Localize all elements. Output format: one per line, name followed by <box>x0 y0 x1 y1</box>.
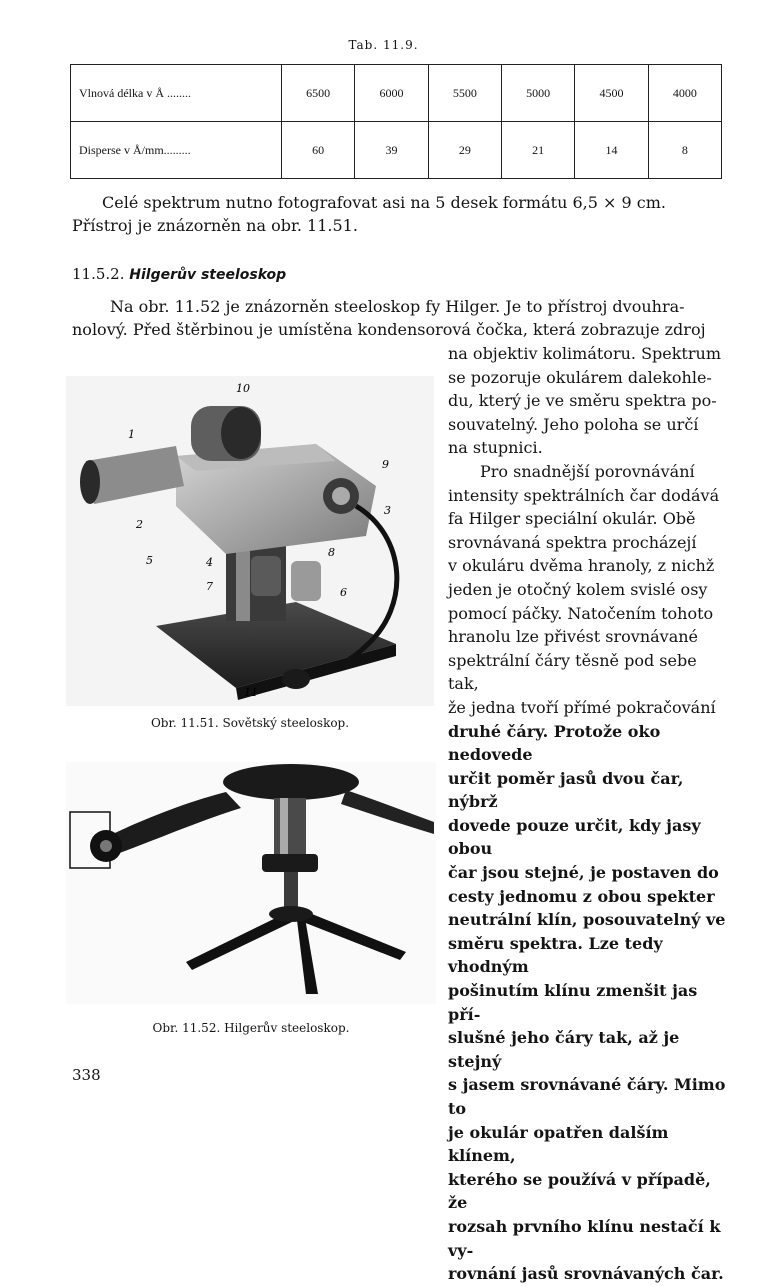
text-line: čar jsou stejné, je postaven do <box>448 863 719 883</box>
figure-label: 5 <box>146 554 153 567</box>
figure-label: 4 <box>206 556 213 569</box>
table-cell: 4500 <box>575 65 648 122</box>
text-line: cesty jednomu z obou spekter <box>448 886 715 906</box>
text-line: určit poměr jasů dvou čar, nýbrž <box>448 768 684 812</box>
text-line: jeden je otočný kolem svislé osy <box>448 579 708 599</box>
text-line: srovnávaná spektra procházejí <box>448 532 697 552</box>
section-heading <box>72 265 286 283</box>
table-cell: 29 <box>428 122 501 179</box>
dispersion-table <box>70 64 722 179</box>
text-line: v okuláru dvěma hranoly, z nichž <box>448 556 715 576</box>
hilger-photo <box>66 762 436 1004</box>
steeloscope-photo <box>66 376 434 706</box>
text-line: rovnání jasů srovnávaných čar. <box>448 1264 724 1284</box>
text-line: pošinutím klínu zmenšit jas pří- <box>448 981 698 1024</box>
text-line: na stupnici. <box>448 438 543 458</box>
table-cell: 8 <box>648 122 721 179</box>
text-line: kterého se používá v případě, že <box>448 1169 711 1213</box>
text-line: že jedna tvoří přímé pokračování <box>448 697 716 717</box>
text-line: dovede pouze určit, kdy jasy obou <box>448 815 701 859</box>
text-line: fa Hilger speciální okulár. Obě <box>448 509 696 529</box>
text-line: druhé čáry. Protože oko nedovede <box>448 721 661 765</box>
figure-label: 7 <box>206 580 213 593</box>
text-line: slušné jeho čáry tak, až je stejný <box>448 1028 680 1071</box>
table-cell: 14 <box>575 122 648 179</box>
text-line: spektrální čáry těsně pod sebe tak, <box>448 650 697 694</box>
text-line: intensity spektrálních čar dodává <box>448 485 720 505</box>
text-line: na objektiv kolimátoru. Spektrum <box>448 344 721 363</box>
figure-label: 6 <box>340 586 347 599</box>
figure-2-caption: Obr. 11.52. Hilgerův steeloskop. <box>152 1021 350 1035</box>
text-line: pomocí páčky. Natočením tohoto <box>448 603 714 623</box>
table-cell: 6500 <box>282 65 355 122</box>
table-row-label: Vlnová délka v Å ........ <box>71 65 282 122</box>
table-caption: Tab. 11.9. <box>348 38 419 52</box>
figure-label: 11 <box>244 686 258 699</box>
table-cell: 5500 <box>428 65 501 122</box>
body-line-2: nolový. Před štěrbinou je umístěna kondensorová čočka, která zobrazuje zdroj <box>72 320 706 339</box>
text-line: hranolu lze přivést srovnávané <box>448 627 699 647</box>
table-row <box>71 65 722 122</box>
table-cell: 4000 <box>648 65 721 122</box>
text-line: s jasem srovnávané čáry. Mimo to <box>448 1075 726 1118</box>
intro-line-2: Přístroj je znázorněn na obr. 11.51. <box>72 216 358 235</box>
table-row <box>71 122 722 179</box>
text-line: souvatelný. Jeho poloha se určí <box>448 414 699 434</box>
figure-label: 2 <box>136 518 143 531</box>
figure-label: 1 <box>128 428 135 441</box>
table-cell: 39 <box>355 122 428 179</box>
text-line: se pozoruje okulárem dalekohle- <box>448 367 712 387</box>
figure-label: 8 <box>328 546 335 559</box>
table-cell: 5000 <box>501 65 574 122</box>
intro-line-1: Celé spektrum nutno fotografovat asi na 5 desek formátu 6,5 × 9 cm. <box>102 193 666 212</box>
section-title: Hilgerův steeloskop <box>129 267 287 283</box>
text-line: du, který je ve směru spektra po- <box>448 391 717 411</box>
figure-1-caption: Obr. 11.51. Sovětský steeloskop. <box>150 716 350 730</box>
section-number: 11.5.2. <box>72 265 125 283</box>
page-number: 338 <box>72 1066 101 1084</box>
text-line: neutrální klín, posouvatelný ve <box>448 910 726 930</box>
table-cell: 21 <box>501 122 574 179</box>
text-line: je okulár opatřen dalším klínem, <box>448 1122 669 1166</box>
text-line: Pro snadnější porovnávání <box>480 461 695 481</box>
figure-label: 10 <box>236 382 250 395</box>
body-line-1: Na obr. 11.52 je znázorněn steeloskop fy Hilger. Je to přístroj dvouhra- <box>110 297 685 316</box>
text-line: rozsah prvního klínu nestačí k vy- <box>448 1216 721 1260</box>
table-cell: 60 <box>282 122 355 179</box>
figure-label: 9 <box>382 458 389 471</box>
figure-hilger-steeloscope <box>66 762 436 1004</box>
text-line: směru spektra. Lze tedy vhodným <box>448 933 663 977</box>
figure-label: 3 <box>384 504 391 517</box>
figure-soviet-steeloscope <box>66 376 434 706</box>
right-column <box>448 342 728 1286</box>
table-row-label: Disperse v Å/mm......... <box>71 122 282 179</box>
table-cell: 6000 <box>355 65 428 122</box>
